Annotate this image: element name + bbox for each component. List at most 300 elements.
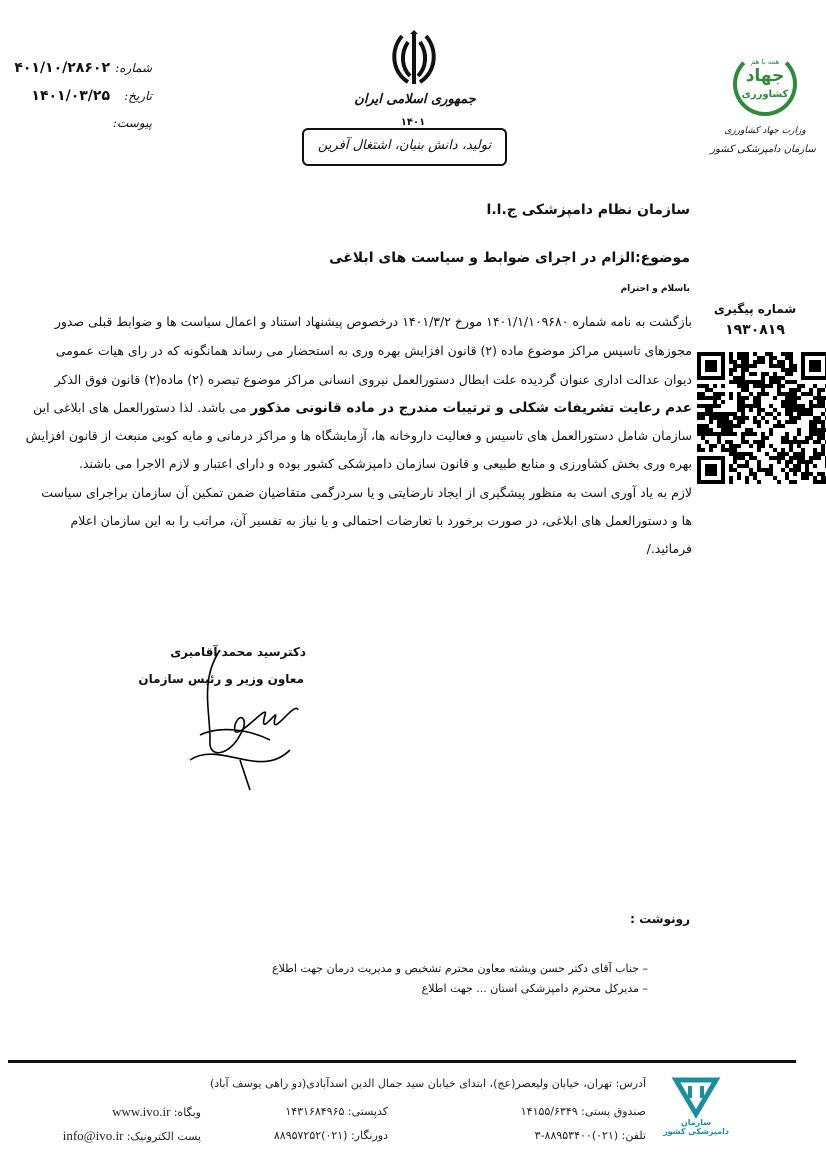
qr-module	[753, 384, 757, 388]
qr-module	[817, 436, 821, 440]
qr-module	[753, 400, 757, 404]
qr-module	[781, 360, 785, 364]
qr-module	[757, 384, 761, 388]
qr-module	[789, 404, 793, 408]
qr-module	[813, 456, 817, 460]
footer-address: آدرس: تهران، خیابان ولیعصر(عج)، ابتدای خیابان سید جمال الدین اسدآبادی(دو راهی یوسف آباد)	[209, 1077, 646, 1090]
footer-pobox	[521, 1105, 646, 1118]
qr-module	[741, 432, 745, 436]
qr-module	[801, 456, 805, 460]
qr-module	[793, 452, 797, 456]
qr-module	[709, 396, 713, 400]
qr-module	[789, 416, 793, 420]
qr-module	[809, 436, 813, 440]
qr-module	[737, 452, 741, 456]
qr-module	[717, 424, 721, 428]
qr-module	[817, 440, 821, 444]
qr-module	[809, 412, 813, 416]
qr-module	[821, 452, 825, 456]
qr-module	[801, 476, 805, 480]
qr-module	[717, 404, 721, 408]
qr-module	[781, 376, 785, 380]
qr-module	[797, 432, 801, 436]
qr-module	[713, 416, 717, 420]
signer-name: دکترسید محمد آقامیری	[170, 645, 306, 659]
qr-module	[785, 412, 789, 416]
qr-module	[697, 428, 701, 432]
qr-module	[817, 388, 821, 392]
iran-emblem-icon	[388, 30, 440, 88]
qr-module	[733, 468, 737, 472]
qr-module	[769, 356, 773, 360]
qr-module	[757, 360, 761, 364]
qr-module	[797, 468, 801, 472]
qr-module	[737, 356, 741, 360]
qr-module	[765, 352, 769, 356]
qr-module	[729, 420, 733, 424]
qr-module	[769, 352, 773, 356]
qr-module	[749, 408, 753, 412]
qr-module	[733, 376, 737, 380]
qr-module	[733, 460, 737, 464]
qr-module	[697, 424, 701, 428]
qr-module	[769, 444, 773, 448]
qr-module	[773, 476, 777, 480]
qr-module	[777, 364, 781, 368]
qr-module	[753, 352, 757, 356]
qr-module	[801, 408, 805, 412]
qr-module	[745, 388, 749, 392]
qr-module	[817, 392, 821, 396]
qr-module	[817, 420, 821, 424]
qr-module	[773, 456, 777, 460]
qr-module	[789, 380, 793, 384]
qr-module	[753, 476, 757, 480]
qr-module	[789, 388, 793, 392]
qr-module	[745, 396, 749, 400]
email-link[interactable]: info@ivo.ir	[62, 1128, 124, 1143]
qr-module	[749, 380, 753, 384]
phone-value: (۰۲۱)۸۸۹۵۳۴۰۰-۳	[534, 1129, 619, 1142]
bold-emphasis: عدم رعایت تشریفات شکلی و ترتیبات مندرج در ماده قانونی مذکور	[250, 400, 692, 416]
qr-module	[725, 416, 729, 420]
qr-module	[785, 368, 789, 372]
qr-module	[761, 416, 765, 420]
qr-module	[813, 448, 817, 452]
qr-module	[781, 400, 785, 404]
qr-module	[761, 372, 765, 376]
qr-module	[745, 384, 749, 388]
qr-module	[813, 476, 817, 480]
qr-module	[697, 392, 701, 396]
qr-module	[729, 464, 733, 468]
qr-module	[749, 444, 753, 448]
qr-module	[733, 456, 737, 460]
qr-module	[793, 464, 797, 468]
qr-module	[705, 440, 709, 444]
qr-module	[753, 380, 757, 384]
slogan-text: تولید، دانش بنیان، اشتغال آفرین	[317, 138, 492, 153]
qr-module	[821, 436, 825, 440]
qr-module	[817, 452, 821, 456]
qr-module	[765, 392, 769, 396]
qr-module	[761, 440, 765, 444]
qr-module	[793, 480, 797, 484]
qr-module	[781, 440, 785, 444]
qr-module	[737, 364, 741, 368]
logo-top-text: همه با هم	[750, 58, 780, 66]
qr-module	[789, 448, 793, 452]
qr-module	[805, 408, 809, 412]
qr-module	[697, 416, 701, 420]
tracking-number: ۱۹۳۰۸۱۹	[725, 322, 785, 338]
qr-module	[797, 416, 801, 420]
qr-module	[813, 404, 817, 408]
logo-main-text: جهاد	[745, 66, 785, 86]
qr-module	[741, 368, 745, 372]
qr-module	[821, 404, 825, 408]
qr-module	[801, 448, 805, 452]
qr-module	[745, 380, 749, 384]
qr-module	[781, 436, 785, 440]
body-line: فرمائید./	[646, 541, 692, 556]
qr-module	[809, 400, 813, 404]
qr-module	[781, 452, 785, 456]
qr-module	[741, 400, 745, 404]
qr-module	[809, 404, 813, 408]
qr-module	[741, 408, 745, 412]
qr-module	[753, 360, 757, 364]
qr-module	[809, 428, 813, 432]
qr-module	[745, 428, 749, 432]
qr-module	[793, 436, 797, 440]
qr-module	[717, 440, 721, 444]
qr-module	[745, 464, 749, 468]
qr-module	[785, 396, 789, 400]
footer-fax	[274, 1129, 388, 1142]
qr-module	[741, 412, 745, 416]
qr-module	[813, 452, 817, 456]
qr-module	[793, 440, 797, 444]
qr-module	[797, 456, 801, 460]
qr-module	[785, 464, 789, 468]
qr-module	[705, 404, 709, 408]
qr-module	[793, 392, 797, 396]
qr-module	[773, 424, 777, 428]
qr-module	[757, 468, 761, 472]
logo-sub-text: کشاورزی	[741, 89, 789, 100]
qr-module	[757, 420, 761, 424]
qr-module	[793, 396, 797, 400]
date-value: ۱۴۰۱/۰۳/۲۵	[31, 88, 110, 104]
qr-module	[749, 456, 753, 460]
qr-module	[701, 416, 705, 420]
qr-module	[777, 384, 781, 388]
qr-module	[729, 480, 733, 484]
qr-module	[713, 412, 717, 416]
qr-module	[733, 412, 737, 416]
qr-module	[721, 400, 725, 404]
qr-module	[717, 396, 721, 400]
qr-module	[729, 380, 733, 384]
letter-date	[22, 88, 152, 104]
qr-module	[745, 368, 749, 372]
qr-module	[729, 392, 733, 396]
qr-module	[797, 428, 801, 432]
qr-module	[817, 428, 821, 432]
qr-module	[809, 420, 813, 424]
qr-module	[797, 396, 801, 400]
qr-module	[713, 396, 717, 400]
qr-module	[785, 404, 789, 408]
postal-value: ۱۴۳۱۶۸۴۹۶۵	[285, 1105, 345, 1118]
qr-module	[757, 356, 761, 360]
qr-module	[737, 420, 741, 424]
qr-module	[761, 376, 765, 380]
qr-module	[741, 420, 745, 424]
qr-module	[789, 360, 793, 364]
qr-module	[729, 476, 733, 480]
qr-module	[785, 392, 789, 396]
qr-module	[789, 356, 793, 360]
qr-module	[757, 444, 761, 448]
qr-module	[709, 420, 713, 424]
qr-module	[821, 420, 825, 424]
qr-module	[709, 416, 713, 420]
qr-module	[817, 404, 821, 408]
qr-module	[729, 444, 733, 448]
qr-module	[813, 428, 817, 432]
qr-module	[749, 404, 753, 408]
qr-module	[785, 408, 789, 412]
body-line: بازگشت به نامه شماره ۱۴۰۱/۱/۱۰۹۶۸۰ مورخ ۱۴۰۱/۳/۲ درخصوص پیشنهاد استناد و اعمال سیاست ها و ضوابط قبلی صدور	[54, 314, 692, 329]
qr-module	[769, 412, 773, 416]
qr-module	[769, 384, 773, 388]
qr-module	[737, 380, 741, 384]
qr-module	[765, 436, 769, 440]
qr-module	[817, 396, 821, 400]
qr-module	[749, 468, 753, 472]
qr-module	[777, 412, 781, 416]
qr-module	[809, 456, 813, 460]
qr-module	[737, 376, 741, 380]
qr-module	[809, 408, 813, 412]
qr-module	[729, 412, 733, 416]
qr-module	[769, 456, 773, 460]
qr-module	[809, 392, 813, 396]
qr-module	[793, 364, 797, 368]
qr-module	[741, 376, 745, 380]
qr-module	[757, 392, 761, 396]
qr-module	[753, 440, 757, 444]
qr-module	[709, 444, 713, 448]
cc-item: – مدیرکل محترم دامپزشکی استان ... جهت اطلاع	[421, 982, 648, 995]
qr-module	[757, 460, 761, 464]
qr-module	[769, 472, 773, 476]
qr-module	[793, 404, 797, 408]
qr-module	[801, 412, 805, 416]
pobox-value: ۱۴۱۵۵/۶۳۴۹	[520, 1105, 578, 1118]
qr-module	[713, 384, 717, 388]
qr-module	[753, 364, 757, 368]
qr-module	[705, 388, 709, 392]
qr-module	[725, 428, 729, 432]
qr-module	[729, 468, 733, 472]
qr-module	[781, 368, 785, 372]
qr-module	[765, 420, 769, 424]
qr-module	[789, 396, 793, 400]
qr-module	[769, 380, 773, 384]
qr-module	[737, 416, 741, 420]
web-label: وبگاه:	[173, 1106, 201, 1119]
vet-org-logo-icon	[672, 1076, 720, 1116]
qr-module	[817, 456, 821, 460]
qr-module	[705, 408, 709, 412]
qr-module	[761, 444, 765, 448]
qr-module	[809, 460, 813, 464]
qr-module	[761, 408, 765, 412]
qr-module	[765, 468, 769, 472]
qr-module	[757, 424, 761, 428]
qr-module	[721, 412, 725, 416]
qr-module	[741, 456, 745, 460]
qr-module	[781, 392, 785, 396]
body-line: دیوان عدالت اداری عنوان گردیده علت ابطال دستورالعمل نیروی انسانی مراکز موضوع تبصره (۲) ماده(۲) قانون فوق الذکر	[54, 372, 692, 387]
web-link[interactable]: www.ivo.ir	[112, 1104, 171, 1119]
qr-module	[789, 480, 793, 484]
qr-module	[817, 432, 821, 436]
qr-module	[725, 420, 729, 424]
qr-module	[697, 444, 701, 448]
qr-module	[761, 468, 765, 472]
body-text: می باشد. لذا دستورالعمل های ابلاغی این	[33, 400, 247, 415]
qr-module	[745, 476, 749, 480]
qr-module	[745, 460, 749, 464]
qr-module	[741, 464, 745, 468]
footer-email	[63, 1128, 201, 1144]
letter-number	[14, 60, 152, 76]
qr-module	[701, 396, 705, 400]
qr-module	[813, 420, 817, 424]
qr-module	[701, 404, 705, 408]
qr-module	[729, 356, 733, 360]
qr-module	[745, 360, 749, 364]
qr-module	[785, 400, 789, 404]
qr-finder	[705, 464, 717, 476]
qr-module	[785, 476, 789, 480]
qr-module	[709, 388, 713, 392]
qr-module	[725, 432, 729, 436]
qr-module	[821, 448, 825, 452]
qr-module	[781, 468, 785, 472]
qr-module	[729, 396, 733, 400]
qr-module	[773, 372, 777, 376]
qr-module	[785, 472, 789, 476]
qr-module	[805, 460, 809, 464]
qr-module	[813, 416, 817, 420]
footer-phone	[535, 1129, 646, 1142]
qr-module	[777, 392, 781, 396]
qr-module	[801, 472, 805, 476]
qr-module	[817, 416, 821, 420]
qr-module	[757, 412, 761, 416]
qr-module	[705, 396, 709, 400]
greeting: باسلام و احترام	[620, 284, 690, 294]
qr-module	[789, 412, 793, 416]
qr-module	[805, 440, 809, 444]
qr-module	[773, 448, 777, 452]
qr-module	[753, 472, 757, 476]
qr-finder	[809, 360, 821, 372]
qr-module	[793, 380, 797, 384]
qr-module	[749, 428, 753, 432]
body-line: مجوزهای تاسیس مراکز موضوع ماده (۲) قانون افزایش بهره وری به استحضار می رساند همانگونه که در رای هیات عمومی	[55, 343, 692, 358]
qr-module	[773, 356, 777, 360]
qr-module	[709, 404, 713, 408]
qr-module	[741, 396, 745, 400]
number-value: ۴۰۱/۱۰/۲۸۶۰۲	[14, 60, 110, 76]
qr-module	[793, 408, 797, 412]
qr-module	[793, 368, 797, 372]
qr-module	[809, 424, 813, 428]
qr-module	[757, 480, 761, 484]
qr-module	[801, 452, 805, 456]
qr-module	[753, 456, 757, 460]
qr-module	[797, 408, 801, 412]
qr-module	[821, 444, 825, 448]
qr-module	[741, 372, 745, 376]
qr-module	[797, 452, 801, 456]
qr-module	[793, 416, 797, 420]
qr-finder	[705, 360, 717, 372]
qr-module	[701, 384, 705, 388]
qr-module	[789, 460, 793, 464]
qr-module	[733, 448, 737, 452]
qr-module	[729, 372, 733, 376]
qr-module	[721, 444, 725, 448]
qr-module	[801, 460, 805, 464]
qr-module	[737, 456, 741, 460]
qr-module	[733, 368, 737, 372]
body-line: بهره وری بخش کشاورزی و منابع طبیعی و قانون سازمان دامپزشکی کشور بوده و دارای اعتبار و لازم الاجرا می باشند.	[79, 456, 692, 471]
qr-module	[785, 352, 789, 356]
qr-module	[697, 404, 701, 408]
qr-module	[729, 424, 733, 428]
qr-module	[805, 476, 809, 480]
qr-module	[737, 392, 741, 396]
qr-module	[721, 384, 725, 388]
qr-module	[729, 360, 733, 364]
qr-module	[701, 436, 705, 440]
qr-module	[761, 432, 765, 436]
qr-module	[741, 388, 745, 392]
qr-module	[733, 360, 737, 364]
qr-module	[785, 460, 789, 464]
qr-module	[745, 416, 749, 420]
qr-module	[785, 432, 789, 436]
qr-module	[741, 384, 745, 388]
qr-module	[745, 404, 749, 408]
qr-module	[749, 472, 753, 476]
qr-module	[709, 432, 713, 436]
qr-module	[797, 464, 801, 468]
qr-module	[733, 364, 737, 368]
qr-module	[817, 400, 821, 404]
qr-module	[717, 420, 721, 424]
qr-module	[777, 376, 781, 380]
qr-module	[741, 352, 745, 356]
qr-module	[721, 416, 725, 420]
